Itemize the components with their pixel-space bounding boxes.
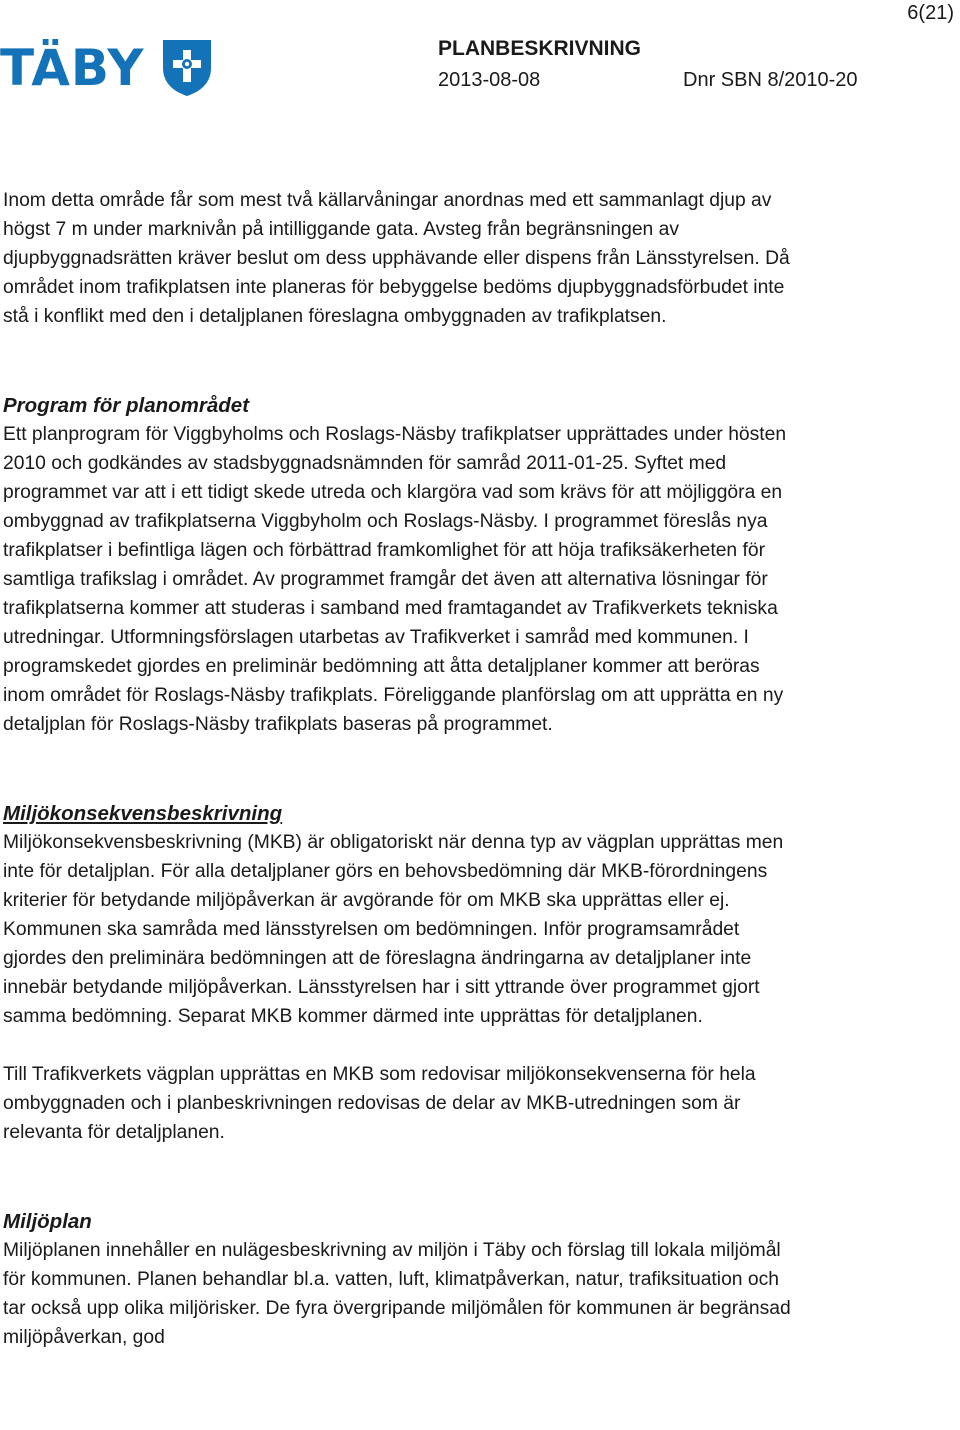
document-body bbox=[3, 186, 803, 1352]
miljoplan-paragraph: Miljöplanen innehåller en nulägesbeskrivning av miljön i Täby och förslag till lokala miljömål för kommunen. Planen behandlar bl.a. vatten, luft, klimatpåverkan, natur, trafiksituation och tar också upp olika miljörisker. De fyra övergripande miljömålen för kommunen är begränsad miljöpåverkan, god bbox=[3, 1240, 791, 1348]
taby-shield-cross-icon bbox=[159, 38, 215, 98]
taby-logo bbox=[0, 38, 215, 98]
heading-mkb: Miljökonsekvensbeskrivning bbox=[3, 802, 283, 825]
document-title: PLANBESKRIVNING bbox=[438, 37, 642, 60]
document-dnr: Dnr SBN 8/2010-20 bbox=[683, 69, 858, 91]
heading-miljoplan: Miljöplan bbox=[3, 1210, 92, 1233]
intro-paragraph: Inom detta område får som mest två källarvåningar anordnas med ett sammanlagt djup av högst 7 m under marknivån på intilliggande gata. Avsteg från begränsningen av djupbyggnadsrätten kräver beslut om dess upphävande eller dispens från Länsstyrelsen. Då området inom trafikplatsen inte planeras för bebyggelse bedöms djupbyggnadsförbudet inte stå i konflikt med den i detaljplanen föreslagna ombyggnaden av trafikplatsen. bbox=[3, 190, 790, 327]
page-number: 6(21) bbox=[907, 2, 954, 24]
mkb-paragraph-1: Miljökonsekvensbeskrivning (MKB) är obligatoriskt när denna typ av vägplan upprättas men inte för detaljplan. För alla detaljplaner görs en behovsbedömning där MKB-förordningens kriterier för betydande miljöpåverkan är avgörande för om MKB ska upprättas eller ej. Kommunen ska samråda med länsstyrelsen om bedömningen. Inför programsamrådet gjordes den preliminära bedömningen att de föreslagna ändringarna av detaljplaner inte innebär betydande miljöpåverkan. Länsstyrelsen har i sitt yttrande över programmet gjort samma bedömning. Separat MKB kommer därmed inte upprättas för detaljplanen. bbox=[3, 832, 784, 1027]
program-paragraph: Ett planprogram för Viggbyholms och Roslags-Näsby trafikplatser upprättades under hösten 2010 och godkändes av stadsbyggnadsnämnden för samråd 2011-01-25. Syftet med programmet var att i ett tidigt skede utreda och klargöra vad som krävs för att möjliggöra en ombyggnad av trafikplatserna Viggbyholm och Roslags-Näsby. I programmet föreslås nya trafikplatser i befintliga lägen och förbättrad framkomlighet för att höja trafiksäkerheten för samtliga trafikslag i området. Av programmet framgår det även att alternativa lösningar för trafikplatserna kommer att studeras i samband med framtagandet av Trafikverkets tekniska utredningar. Utformningsförslagen utarbetas av Trafikverket i samråd med kommunen. I programskedet gjordes en preliminär bedömning att åtta detaljplaner kommer att beröras inom området för Roslags-Näsby trafikplats. Föreliggande planförslag om att upprätta en ny detaljplan för Roslags-Näsby trafikplats baseras på programmet. bbox=[3, 424, 787, 735]
mkb-paragraph-2: Till Trafikverkets vägplan upprättas en MKB som redovisar miljökonsekvenserna för hela ombyggnaden och i planbeskrivningen redovisas de delar av MKB-utredningen som är relevanta för detaljplanen. bbox=[3, 1064, 756, 1143]
logo-text: TÄBY bbox=[0, 39, 145, 97]
heading-program: Program för planområdet bbox=[3, 394, 250, 417]
document-date: 2013-08-08 bbox=[438, 69, 541, 91]
